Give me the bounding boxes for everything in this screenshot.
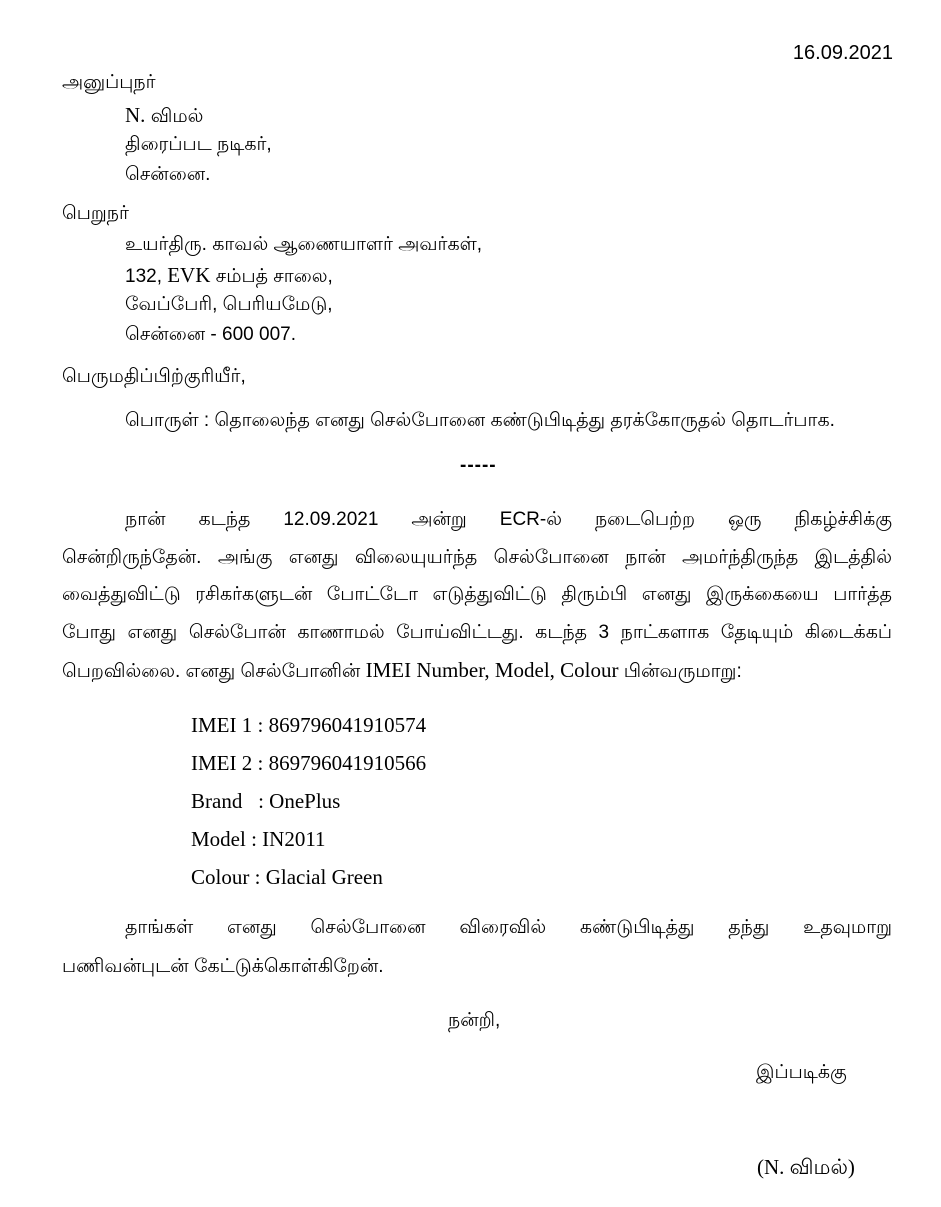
paragraph-line-last: பணிவன்புடன் கேட்டுக்கொள்கிறேன்.: [62, 956, 384, 977]
recipient-label: பெறுநர்: [62, 203, 129, 224]
detail-colour: Colour : Glacial Green: [191, 865, 383, 889]
paragraph-line: தாங்கள் எனது செல்போனை விரைவில் கண்டுபிடித்து தந்து உதவுமாறு: [125, 917, 892, 938]
sender-label: அனுப்புநர்: [62, 72, 156, 93]
detail-model: Model : IN2011: [191, 827, 326, 851]
recipient-street: 132, EVK சம்பத் சாலை,: [125, 263, 333, 287]
sender-occupation: திரைப்பட நடிகர்,: [125, 134, 272, 155]
thanks-text: நன்றி,: [448, 1010, 501, 1031]
phone-details-list: [191, 706, 426, 896]
paragraph-line: சென்றிருந்தேன். அங்கு எனது விலையுயர்ந்த செல்போனை நான் அமர்ந்திருந்த இடத்தில்: [62, 547, 892, 568]
sender-city: சென்னை.: [125, 164, 211, 185]
recipient-area: வேப்பேரி, பெரியமேடு,: [125, 294, 333, 315]
letter-date: 16.09.2021: [792, 42, 893, 64]
paragraph-line: போது எனது செல்போன் காணாமல் போய்விட்டது. கடந்த 3 நாட்களாக தேடியும் கிடைக்கப்: [62, 622, 892, 643]
detail-brand: Brand : OnePlus: [191, 789, 341, 813]
subject-line: பொருள் : தொலைந்த எனது செல்போனை கண்டுபிடித்து தரக்கோருதல் தொடர்பாக.: [125, 410, 835, 431]
signature: (N. விமல்): [757, 1155, 855, 1179]
recipient-city-pin: சென்னை - 600 007.: [125, 324, 296, 345]
paragraph-line: வைத்துவிட்டு ரசிகர்களுடன் போட்டோ எடுத்துவிட்டு திரும்பி எனது இருக்கையை பார்த்த: [62, 584, 892, 605]
recipient-title: உயர்திரு. காவல் ஆணையாளர் அவர்கள்,: [125, 234, 483, 255]
salutation: பெருமதிப்பிற்குரியீர்,: [62, 366, 246, 387]
paragraph-line: நான் கடந்த 12.09.2021 அன்று ECR-ல் நடைபெற்ற ஒரு நிகழ்ச்சிக்கு: [125, 509, 892, 530]
paragraph-line-last: பெறவில்லை. எனது செல்போனின் IMEI Number, Model, Colour பின்வருமாறு:: [62, 658, 742, 682]
recipient-block: [125, 230, 482, 350]
detail-imei-2: IMEI 2 : 869796041910566: [191, 751, 427, 775]
closing-text: இப்படிக்கு: [756, 1062, 847, 1083]
sender-name: N. விமல்: [125, 103, 204, 127]
sender-block: [125, 100, 272, 190]
separator: -----: [460, 455, 497, 476]
detail-imei-1: IMEI 1 : 869796041910574: [191, 713, 427, 737]
